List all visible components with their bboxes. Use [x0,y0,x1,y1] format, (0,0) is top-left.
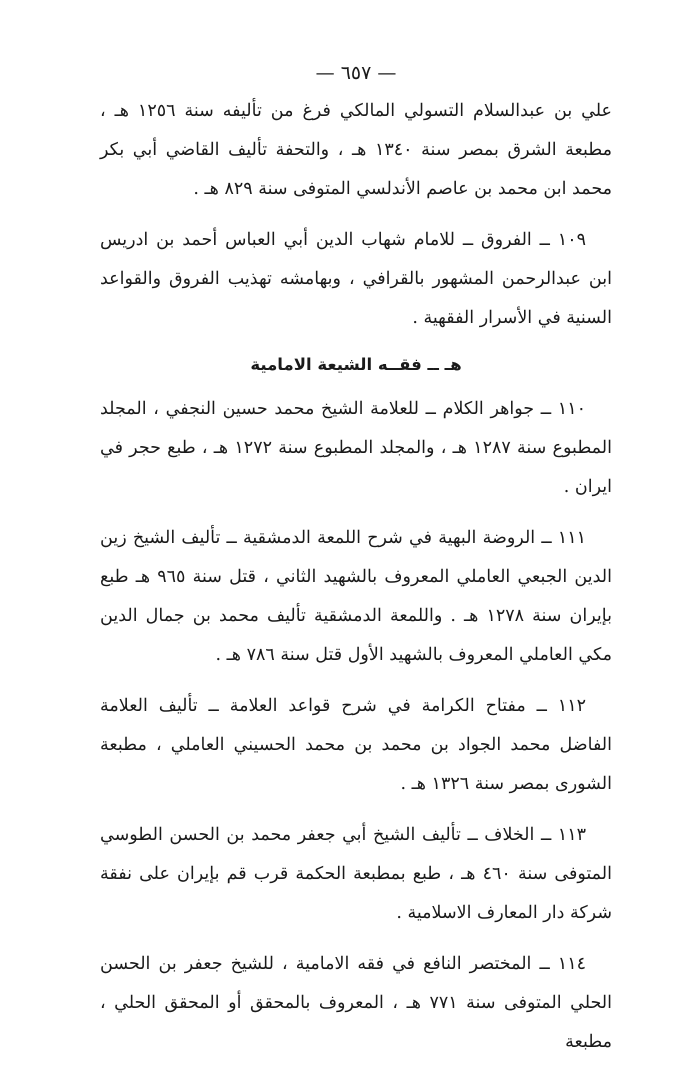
continuation-paragraph: علي بن عبدالسلام التسولي المالكي فرغ من تأليفه سنة ١٢٥٦ هـ ، مطبعة الشرق بمصر سنة ١٣٤٠ هـ ، والتحفة تأليف القاضي أبي بكر محمد ابن محمد بن عاصم الأندلسي المتوفى سنة ٨٢٩ هـ . [100,101,612,199]
page-number: — ٦٥٧ — [315,62,397,84]
entry-113: ١١٣ ــ الخلاف ــ تأليف الشيخ أبي جعفر محمد بن الحسن الطوسي المتوفى سنة ٤٦٠ هـ ، طبع بمطبعة الحكمة قرب قم بإيران على نفقة شركة دار المعارف الاسلامية . [100,825,612,923]
entry-112: ١١٢ ــ مفتاح الكرامة في شرح قواعد العلامة ــ تأليف العلامة الفاضل محمد الجواد بن محمد بن محمد الحسيني العاملي ، مطبعة الشورى بمصر سنة ١٣٢٦ هـ . [100,696,612,794]
entry-110: ١١٠ ــ جواهر الكلام ــ للعلامة الشيخ محمد حسين النجفي ، المجلد المطبوع سنة ١٢٨٧ هـ ، والمجلد المطبوع سنة ١٢٧٢ هـ ، طبع حجر في ايران . [100,399,612,497]
section-heading: هـ ــ فقــه الشيعة الامامية [250,355,462,374]
entry-111: ١١١ ــ الروضة البهية في شرح اللمعة الدمشقية ــ تأليف الشيخ زين الدين الجبعي العاملي المعروف بالشهيد الثاني ، قتل سنة ٩٦٥ هـ طبع بإيران سنة ١٢٧٨ هـ . واللمعة الدمشقية تأليف محمد بن جمال الدين مكي العاملي المعروف بالشهيد الأول قتل سنة ٧٨٦ هـ . [100,528,612,665]
entry-114: ١١٤ ــ المختصر النافع في فقه الامامية ، للشيخ جعفر بن الحسن الحلي المتوفى سنة ٧٧١ هـ ، المعروف بالمحقق أو المحقق الحلي ، مطبعة [100,954,612,1052]
document-page [100,60,612,1074]
entry-109: ١٠٩ ــ الفروق ــ للامام شهاب الدين أبي العباس أحمد بن ادريس ابن عبدالرحمن المشهور بالقرافي ، وبهامشه تهذيب الفروق والقواعد السنية في الأسرار الفقهية . [100,230,612,328]
